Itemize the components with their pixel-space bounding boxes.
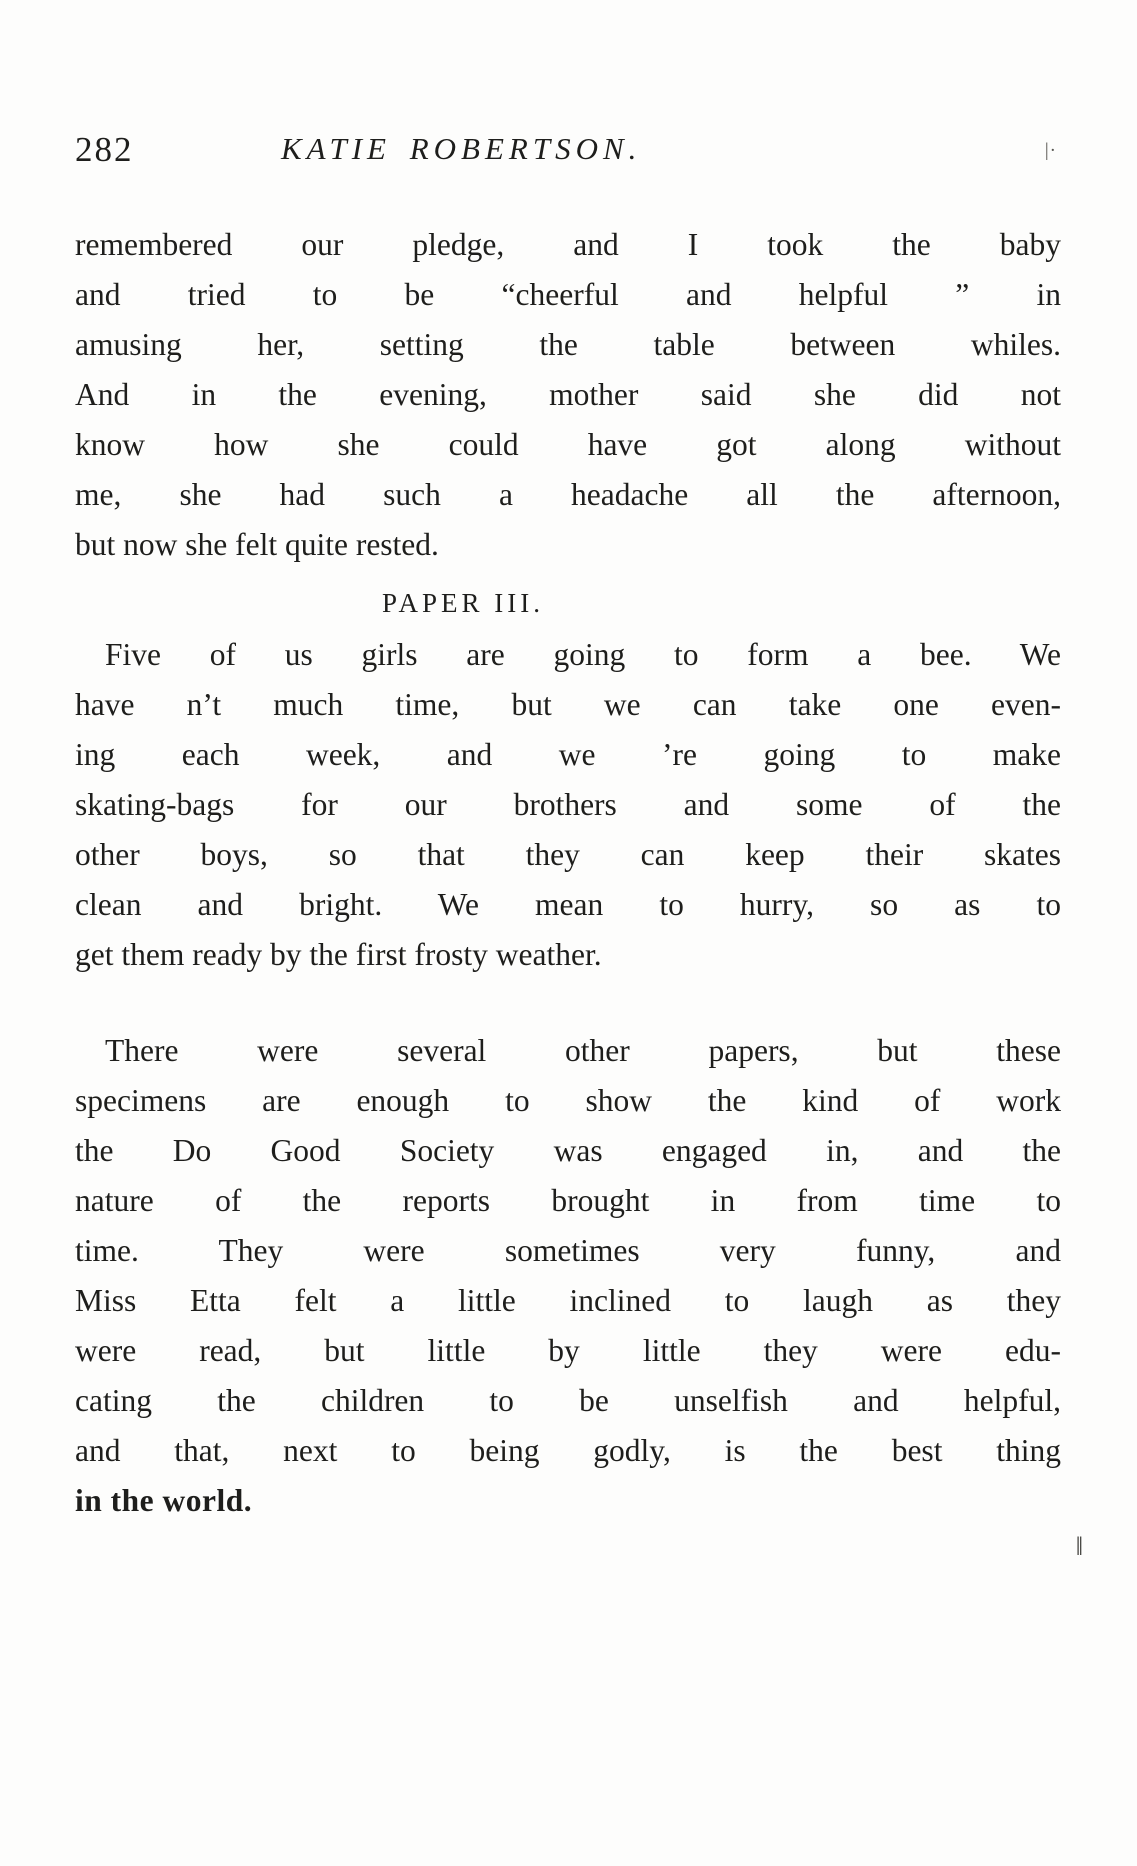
text-line: and that, next to being godly, is the best thing (75, 1433, 1061, 1468)
text-line: other boys, so that they can keep their skates (75, 837, 1061, 872)
page-body (0, 190, 1137, 1526)
text-line: cating the children to be unselfish and helpful, (75, 1383, 1061, 1418)
text-line: me, she had such a headache all the afternoon, (75, 477, 1061, 512)
paragraph-3 (75, 1026, 1061, 1526)
text-line: There were several other papers, but these (105, 1033, 1061, 1068)
text-line: And in the evening, mother said she did not (75, 377, 1061, 412)
text-line: Five of us girls are going to form a bee. We (105, 637, 1061, 672)
text-line: skating-bags for our brothers and some of the (75, 787, 1061, 822)
text-line: know how she could have got along without (75, 427, 1061, 462)
text-line: were read, but little by little they were edu- (75, 1333, 1061, 1368)
text-line: in the world. (75, 1483, 253, 1518)
text-line: clean and bright. We mean to hurry, so as to (75, 887, 1061, 922)
print-artifact-top: |· (1044, 140, 1057, 161)
page-header (0, 128, 1137, 190)
running-title: KATIE ROBERTSON. (281, 131, 642, 166)
text-line: amusing her, setting the table between whiles. (75, 327, 1061, 362)
paragraph-2 (75, 630, 1061, 980)
text-line: have n’t much time, but we can take one even- (75, 687, 1061, 722)
text-line: remembered our pledge, and I took the baby (75, 227, 1061, 262)
text-line: the Do Good Society was engaged in, and the (75, 1133, 1061, 1168)
text-line: ing each week, and we ’re going to make (75, 737, 1061, 772)
text-line: specimens are enough to show the kind of work (75, 1083, 1061, 1118)
print-artifact-bottom: ‖ (1075, 1532, 1083, 1561)
text-line: time. They were sometimes very funny, and (75, 1233, 1061, 1268)
section-heading: PAPER III. (381, 588, 545, 618)
text-line: Miss Etta felt a little inclined to laugh as they (75, 1283, 1061, 1318)
text-line: but now she felt quite rested. (75, 527, 439, 562)
text-line: nature of the reports brought in from time to (75, 1183, 1061, 1218)
paragraph-1 (75, 220, 1061, 570)
text-line: and tried to be “cheerful and helpful ” in (75, 277, 1061, 312)
page-number: 282 (75, 130, 134, 169)
text-line: get them ready by the first frosty weather. (75, 937, 602, 972)
